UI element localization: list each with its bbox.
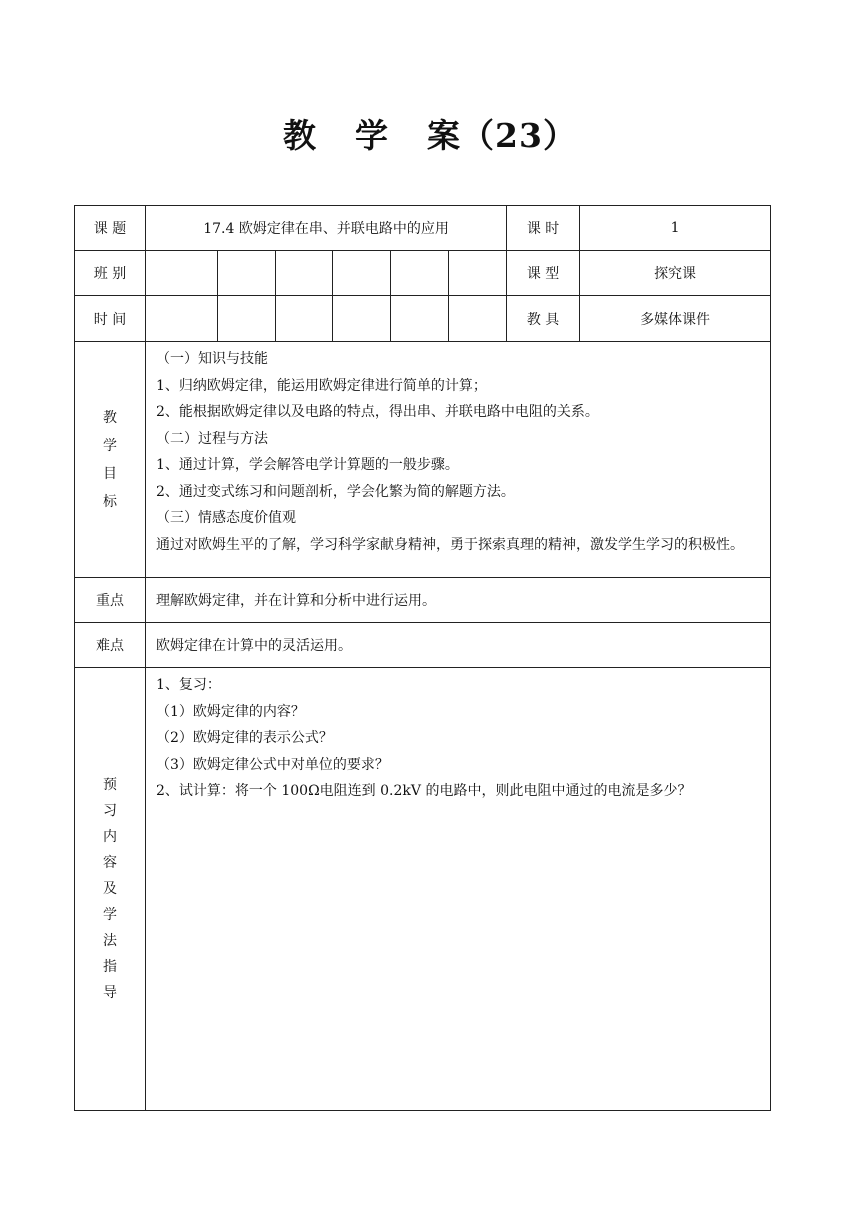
goals-content: [146, 342, 771, 578]
time-cell: [146, 296, 218, 342]
preview-content: [146, 668, 771, 1111]
type-label: 课 型: [507, 251, 580, 296]
goals-line: （二）过程与方法: [156, 430, 268, 447]
preview-label-char: 导: [103, 985, 117, 1001]
lesson-plan-table: [74, 205, 771, 1111]
time-cell: [391, 296, 449, 342]
goals-line: 1、通过计算，学会解答电学计算题的一般步骤。: [156, 457, 459, 473]
time-cell: [276, 296, 333, 342]
difficulty-label: 难点: [75, 623, 146, 668]
key-point-label: 重点: [75, 578, 146, 623]
preview-label-char: 容: [103, 855, 117, 871]
goals-line: 通过对欧姆生平的了解，学习科学家献身精神，勇于探索真理的精神，激发学生学习的积极性。: [156, 536, 744, 553]
topic-row: [75, 206, 771, 251]
class-cell: [146, 251, 218, 296]
class-cell: [276, 251, 333, 296]
difficulty-row: [75, 623, 771, 668]
preview-label-char: 内: [103, 829, 117, 845]
class-row: [75, 251, 771, 296]
goals-line: 2、通过变式练习和问题剖析，学会化繁为简的解题方法。: [156, 483, 515, 500]
class-cell: [449, 251, 507, 296]
goals-line: 1、归纳欧姆定律，能运用欧姆定律进行简单的计算；: [156, 377, 487, 394]
goals-line: 2、能根据欧姆定律以及电路的特点，得出串、并联电路中电阻的关系。: [156, 404, 599, 420]
tools-value: 多媒体课件: [580, 296, 771, 342]
time-row: [75, 296, 771, 342]
class-cell: [333, 251, 391, 296]
hours-value: 1: [580, 206, 771, 251]
preview-line: （2）欧姆定律的表示公式？: [156, 730, 333, 746]
preview-label-char: 预: [103, 777, 117, 793]
goals-line: （一）知识与技能: [156, 351, 268, 367]
preview-line: 1、复习：: [156, 677, 221, 693]
goals-label-char: 目: [103, 465, 117, 482]
title-char-2: 学: [355, 116, 390, 155]
difficulty-value: 欧姆定律在计算中的灵活运用。: [146, 623, 771, 668]
preview-row: [75, 668, 771, 1111]
time-label: 时 间: [75, 296, 146, 342]
goals-label-char: 标: [103, 493, 117, 510]
preview-label-char: 法: [103, 933, 117, 949]
key-point-value: 理解欧姆定律，并在计算和分析中进行运用。: [146, 578, 771, 623]
goals-row: [75, 342, 771, 578]
class-cell: [218, 251, 276, 296]
topic-value: 17.4 欧姆定律在串、并联电路中的应用: [146, 206, 507, 251]
time-cell: [333, 296, 391, 342]
preview-label-char: 学: [103, 907, 117, 923]
preview-line: （3）欧姆定律公式中对单位的要求？: [156, 756, 389, 773]
goals-line: （三）情感态度价值观: [156, 510, 296, 526]
class-cell: [391, 251, 449, 296]
preview-label-char: 指: [103, 959, 117, 975]
time-cell: [218, 296, 276, 342]
goals-label-char: 学: [103, 437, 117, 454]
hours-label: 课 时: [507, 206, 580, 251]
preview-label-char: 及: [103, 881, 117, 897]
key-point-row: [75, 578, 771, 623]
title-char-1: 教: [283, 116, 318, 155]
preview-line: 2、试计算：将一个 100Ω电阻连到 0.2kV 的电路中，则此电阻中通过的电流是多少？: [156, 783, 692, 799]
preview-line: （1）欧姆定律的内容？: [156, 703, 305, 720]
goals-label-char: 教: [103, 409, 117, 426]
goals-label: [75, 342, 146, 578]
time-cell: [449, 296, 507, 342]
tools-label: 教 具: [507, 296, 580, 342]
title-char-3: 案（23）: [427, 116, 577, 155]
topic-label: 课 题: [75, 206, 146, 251]
preview-label: [75, 668, 146, 1111]
preview-label-char: 习: [103, 803, 117, 819]
page-title: [0, 110, 860, 157]
class-label: 班 别: [75, 251, 146, 296]
type-value: 探究课: [580, 251, 771, 296]
